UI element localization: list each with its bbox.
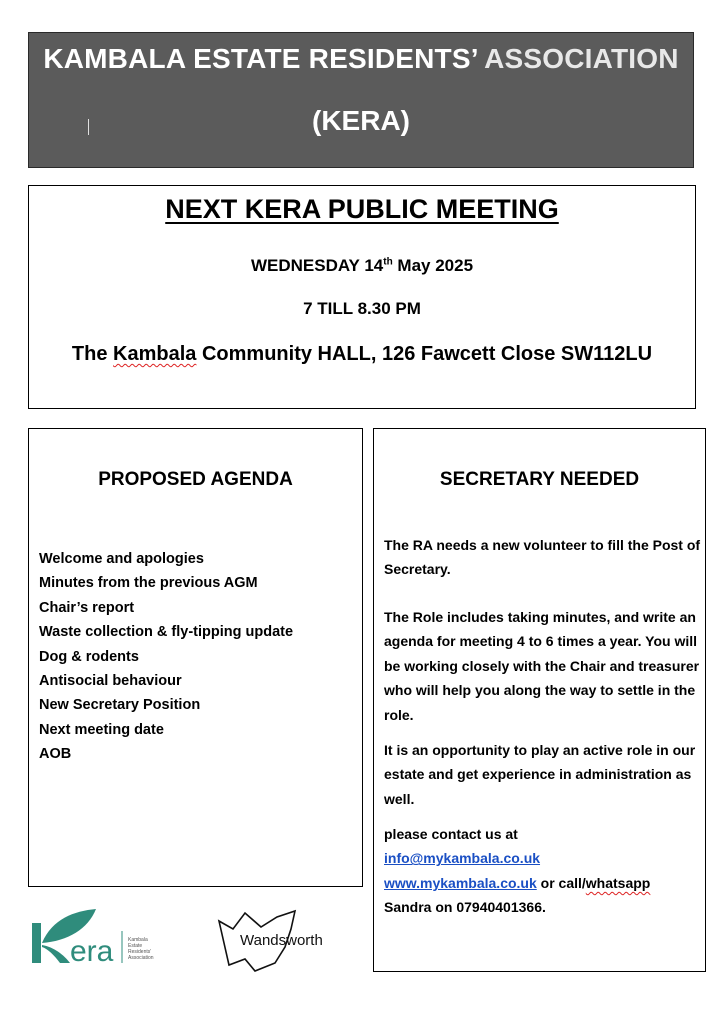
venue-post: Community HALL, 126 Fawcett Close SW112LU — [196, 343, 653, 365]
kera-logo — [30, 905, 180, 971]
meeting-info-box — [28, 185, 696, 409]
contact-intro: please contact us at — [384, 826, 518, 842]
meeting-time: 7 TILL 8.30 PM — [303, 299, 421, 318]
agenda-item: New Secretary Position — [39, 697, 201, 714]
meeting-date-month-year: May 2025 — [392, 256, 474, 275]
kera-logo-text: era — [70, 935, 114, 968]
kera-logo-leg — [42, 945, 70, 963]
agenda-box — [28, 428, 363, 887]
agenda-list — [39, 547, 293, 767]
secretary-role-description: The Role includes taking minutes, and write an agenda for meeting 4 to 6 times a year. You will be working closely with the Chair and treasurer who will help you along the way to settle in the role. — [384, 609, 700, 723]
agenda-item: AOB — [39, 746, 72, 763]
whatsapp-text: whatsapp — [585, 874, 651, 891]
secretary-box — [373, 428, 706, 972]
agenda-item: Dog & rodents — [39, 648, 139, 665]
kera-logo-bar — [32, 923, 41, 963]
meeting-venue — [29, 343, 695, 366]
kera-logo-graphic — [30, 905, 180, 971]
venue-kambala: Kambala — [113, 343, 197, 365]
secretary-heading: SECRETARY NEEDED — [439, 469, 640, 490]
call-text: or call/ — [536, 874, 586, 891]
venue-pre: The — [71, 343, 114, 365]
wandsworth-logo-text: Wandsworth — [240, 932, 323, 949]
meeting-date-ordinal: th — [383, 256, 393, 268]
agenda-item: Welcome and apologies — [39, 551, 204, 567]
banner-title — [29, 43, 693, 75]
website-link[interactable]: www.mykambala.co.uk — [384, 874, 537, 891]
secretary-intro: The RA needs a new volunteer to fill the Post of Secretary. — [384, 537, 701, 578]
meeting-title: NEXT KERA PUBLIC MEETING — [165, 194, 559, 224]
kera-logo-subline: Kambala — [128, 937, 148, 943]
banner-subtitle: (KERA) — [312, 105, 410, 136]
contact-name-phone: Sandra on 07940401366. — [384, 899, 546, 916]
agenda-item: Next meeting date — [39, 721, 164, 738]
agenda-heading: PROPOSED AGENDA — [98, 469, 293, 490]
agenda-item: Minutes from the previous AGM — [39, 575, 258, 592]
agenda-item: Antisocial behaviour — [39, 672, 182, 689]
agenda-item: Waste collection & fly-tipping update — [39, 624, 294, 641]
secretary-opportunity: It is an opportunity to play an active role in our estate and get experience in administration as well. — [384, 742, 696, 807]
banner-title-association: ASSOCIATION — [484, 43, 679, 74]
email-link[interactable]: info@mykambala.co.uk — [384, 850, 541, 867]
meeting-date — [29, 256, 695, 276]
banner-title-main: KAMBALA ESTATE RESIDENTS’ — [43, 43, 478, 74]
kera-logo-subline: Association — [128, 955, 154, 961]
header-banner — [28, 32, 694, 168]
kera-logo-subline: Estate — [128, 943, 143, 949]
agenda-item: Chair’s report — [39, 599, 135, 616]
contact-block — [384, 822, 702, 920]
kera-logo-subline: Residents' — [128, 949, 152, 955]
meeting-date-day: WEDNESDAY 14 — [250, 256, 384, 275]
